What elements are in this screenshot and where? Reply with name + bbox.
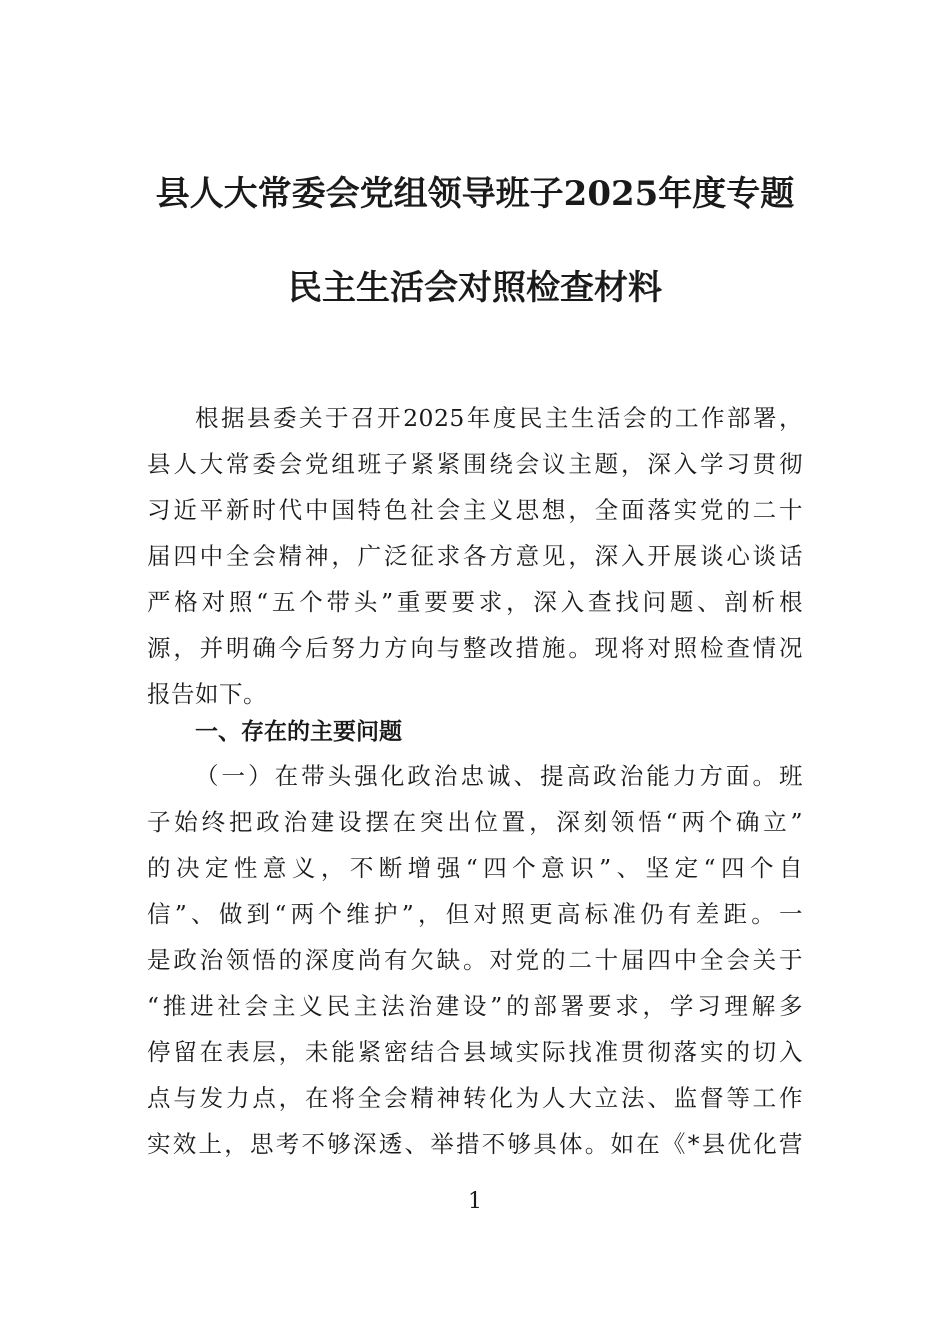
intro-line: 县人大常委会党组班子紧紧围绕会议主题，深入学习贯彻 <box>147 450 803 478</box>
intro-line: 根据县委关于召开2025年度民主生活会的工作部署， <box>195 404 803 432</box>
intro-line: 源，并明确今后努力方向与整改措施。现将对照检查情况 <box>147 634 803 662</box>
intro-line: 习近平新时代中国特色社会主义思想，全面落实党的二十 <box>147 496 803 524</box>
body-line: 的决定性意义，不断增强“四个意识”、坚定“四个自 <box>147 854 803 882</box>
document-title-line-1: 县人大常委会党组领导班子2025年度专题 <box>155 174 795 214</box>
body-line: 实效上，思考不够深透、举措不够具体。如在《*县优化营 <box>147 1130 803 1158</box>
body-line: 停留在表层，未能紧密结合县域实际找准贯彻落实的切入 <box>147 1038 803 1066</box>
intro-line: 届四中全会精神，广泛征求各方意见，深入开展谈心谈话 <box>147 542 803 570</box>
page-number: 1 <box>468 1189 482 1214</box>
intro-line: 严格对照“五个带头”重要要求，深入查找问题、剖析根 <box>147 588 803 616</box>
body-line: 点与发力点，在将全会精神转化为人大立法、监督等工作 <box>147 1084 803 1112</box>
body-line: 信”、做到“两个维护”，但对照更高标准仍有差距。一 <box>147 900 803 928</box>
body-line: 是政治领悟的深度尚有欠缺。对党的二十届四中全会关于 <box>147 946 803 974</box>
body-line: 子始终把政治建设摆在突出位置，深刻领悟“两个确立” <box>147 808 803 836</box>
document-title-line-2: 民主生活会对照检查材料 <box>288 268 662 308</box>
body-line: “推进社会主义民主法治建设”的部署要求，学习理解多 <box>147 992 803 1020</box>
section-heading: 一、存在的主要问题 <box>195 719 402 745</box>
body-line: （一）在带头强化政治忠诚、提高政治能力方面。班 <box>195 762 803 790</box>
intro-line: 报告如下。 <box>147 680 267 708</box>
